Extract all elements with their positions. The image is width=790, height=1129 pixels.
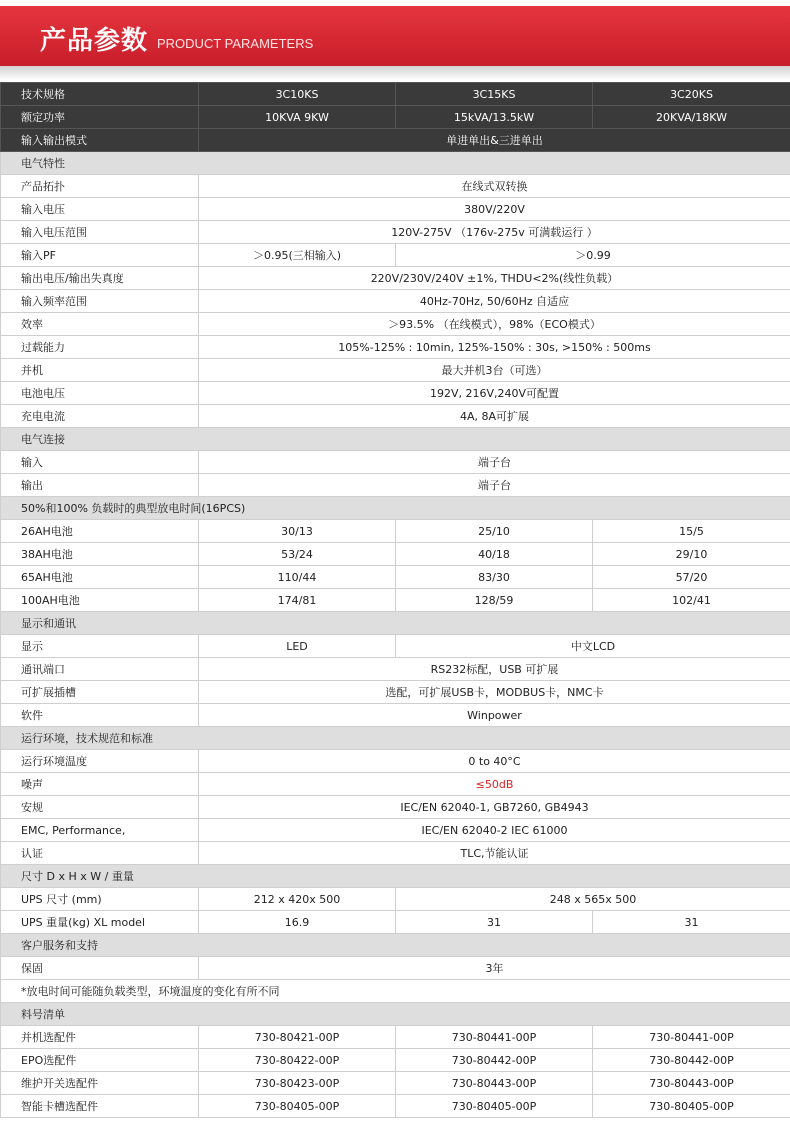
section-header [1,428,790,451]
cell: 192V, 216V,240V可配置 [199,382,790,405]
section-header [1,727,790,750]
table-row [1,796,790,819]
row-label: 通讯端口 [1,658,199,681]
table-row [1,129,790,152]
cell: 57/20 [593,566,790,589]
section-title: 显示和通讯 [1,612,790,635]
cell: 128/59 [396,589,593,612]
table-row [1,382,790,405]
table-row [1,474,790,497]
header-model-1: 3C10KS [199,83,396,106]
cell: 730-80423-00P [199,1072,396,1095]
cell: 102/41 [593,589,790,612]
cell: 730-80422-00P [199,1049,396,1072]
page-title: 产品参数 [40,26,149,56]
cell: Winpower [199,704,790,727]
table-row [1,336,790,359]
table-row [1,451,790,474]
cell: 105%-125% : 10min, 125%-150% : 30s, >150% : 500ms [199,336,790,359]
section-header [1,497,790,520]
table-row [1,819,790,842]
table-row [1,175,790,198]
row-label: 输入电压范围 [1,221,199,244]
cell: 端子台 [199,451,790,474]
cell: 最大并机3台（可选） [199,359,790,382]
cell: 4A, 8A可扩展 [199,405,790,428]
row-label: EMC, Performance, [1,819,199,842]
table-row [1,290,790,313]
banner-shadow [0,66,790,80]
cell: 174/81 [199,589,396,612]
row-label: 26AH电池 [1,520,199,543]
cell: 31 [593,911,790,934]
header-model-2: 3C15KS [396,83,593,106]
row-label: 输出 [1,474,199,497]
section-header [1,152,790,175]
row-label: 智能卡槽选配件 [1,1095,199,1118]
cell: 212 x 420x 500 [199,888,396,911]
table-row [1,704,790,727]
cell: 0 to 40°C [199,750,790,773]
row-label: 安规 [1,796,199,819]
cell: IEC/EN 62040-2 IEC 61000 [199,819,790,842]
table-row [1,750,790,773]
row-label: EPO选配件 [1,1049,199,1072]
row-label: 38AH电池 [1,543,199,566]
section-header [1,865,790,888]
row-label: 输入 [1,451,199,474]
table-row [1,589,790,612]
table-row [1,520,790,543]
row-label: 过载能力 [1,336,199,359]
row-label: 噪声 [1,773,199,796]
row-label: UPS 尺寸 (mm) [1,888,199,911]
table-row [1,1026,790,1049]
row-label: 65AH电池 [1,566,199,589]
section-title: 运行环境，技术规范和标准 [1,727,790,750]
footnote: *放电时间可能随负载类型，环境温度的变化有所不同 [1,980,790,1003]
cell: 在线式双转换 [199,175,790,198]
cell: 380V/220V [199,198,790,221]
cell: TLC,节能认证 [199,842,790,865]
cell: 730-80442-00P [593,1049,790,1072]
cell: 730-80405-00P [199,1095,396,1118]
cell: 83/30 [396,566,593,589]
table-row [1,267,790,290]
header-model-3: 3C20KS [593,83,790,106]
cell: ＞93.5% （在线模式），98%（ECO模式） [199,313,790,336]
table-row [1,244,790,267]
table-header-row [1,83,790,106]
cell: 25/10 [396,520,593,543]
cell: 120V-275V （176v-275v 可满载运行 ） [199,221,790,244]
cell: 16.9 [199,911,396,934]
cell: 20KVA/18KW [593,106,790,129]
table-row [1,635,790,658]
section-header [1,612,790,635]
footnote-row [1,980,790,1003]
cell: 40/18 [396,543,593,566]
row-label: 输入频率范围 [1,290,199,313]
table-row [1,773,790,796]
cell: 30/13 [199,520,396,543]
banner [0,0,790,80]
row-label: 并机选配件 [1,1026,199,1049]
section-header [1,1003,790,1026]
cell: LED [199,635,396,658]
row-label: 输入输出模式 [1,129,199,152]
cell: RS232标配，USB 可扩展 [199,658,790,681]
cell: 730-80405-00P [396,1095,593,1118]
cell: 15kVA/13.5kW [396,106,593,129]
table-row [1,1049,790,1072]
table-row [1,1072,790,1095]
table-row [1,842,790,865]
row-label: 充电电流 [1,405,199,428]
cell: 248 x 565x 500 [396,888,790,911]
cell: 730-80443-00P [593,1072,790,1095]
row-label: 认证 [1,842,199,865]
section-title: 电气特性 [1,152,790,175]
table-row [1,681,790,704]
cell: 10KVA 9KW [199,106,396,129]
cell: 730-80405-00P [593,1095,790,1118]
section-title: 客户服务和支持 [1,934,790,957]
row-label: 输入PF [1,244,199,267]
table-row [1,658,790,681]
cell: 端子台 [199,474,790,497]
row-label: 运行环境温度 [1,750,199,773]
section-title: 50%和100% 负载时的典型放电时间(16PCS) [1,497,790,520]
cell: 31 [396,911,593,934]
table-row [1,911,790,934]
row-label: 效率 [1,313,199,336]
section-title: 尺寸 D x H x W / 重量 [1,865,790,888]
cell: 730-80443-00P [396,1072,593,1095]
cell: 730-80441-00P [593,1026,790,1049]
cell: ＞0.95(三相输入) [199,244,396,267]
table-row [1,313,790,336]
row-label: 额定功率 [1,106,199,129]
cell: IEC/EN 62040-1, GB7260, GB4943 [199,796,790,819]
cell: 730-80421-00P [199,1026,396,1049]
row-label: 电池电压 [1,382,199,405]
row-label: UPS 重量(kg) XL model [1,911,199,934]
cell: 730-80441-00P [396,1026,593,1049]
row-label: 产品拓扑 [1,175,199,198]
table-row [1,106,790,129]
cell: 3年 [199,957,790,980]
cell: 730-80442-00P [396,1049,593,1072]
cell: 40Hz-70Hz, 50/60Hz 自适应 [199,290,790,313]
table-row [1,543,790,566]
cell: ≤50dB [199,773,790,796]
row-label: 输入电压 [1,198,199,221]
row-label: 可扩展插槽 [1,681,199,704]
table-row [1,888,790,911]
cell: 53/24 [199,543,396,566]
cell: 220V/230V/240V ±1%, THDU<2%(线性负载） [199,267,790,290]
row-label: 显示 [1,635,199,658]
row-label: 软件 [1,704,199,727]
table-row [1,1095,790,1118]
header-label: 技术规格 [1,83,199,106]
row-label: 输出电压/输出失真度 [1,267,199,290]
cell: 中文LCD [396,635,790,658]
section-title: 料号清单 [1,1003,790,1026]
cell: ＞0.99 [396,244,790,267]
cell: 单进单出&三进单出 [199,129,790,152]
cell: 选配，可扩展USB卡，MODBUS卡，NMC卡 [199,681,790,704]
table-row [1,566,790,589]
row-label: 维护开关选配件 [1,1072,199,1095]
section-header [1,934,790,957]
table-row [1,405,790,428]
table-row [1,221,790,244]
table-row [1,957,790,980]
table-row [1,198,790,221]
section-title: 电气连接 [1,428,790,451]
cell: 15/5 [593,520,790,543]
row-label: 并机 [1,359,199,382]
spec-table [0,82,790,1118]
row-label: 100AH电池 [1,589,199,612]
row-label: 保固 [1,957,199,980]
page-subtitle: PRODUCT PARAMETERS [157,36,314,51]
cell: 29/10 [593,543,790,566]
cell: 110/44 [199,566,396,589]
table-row [1,359,790,382]
